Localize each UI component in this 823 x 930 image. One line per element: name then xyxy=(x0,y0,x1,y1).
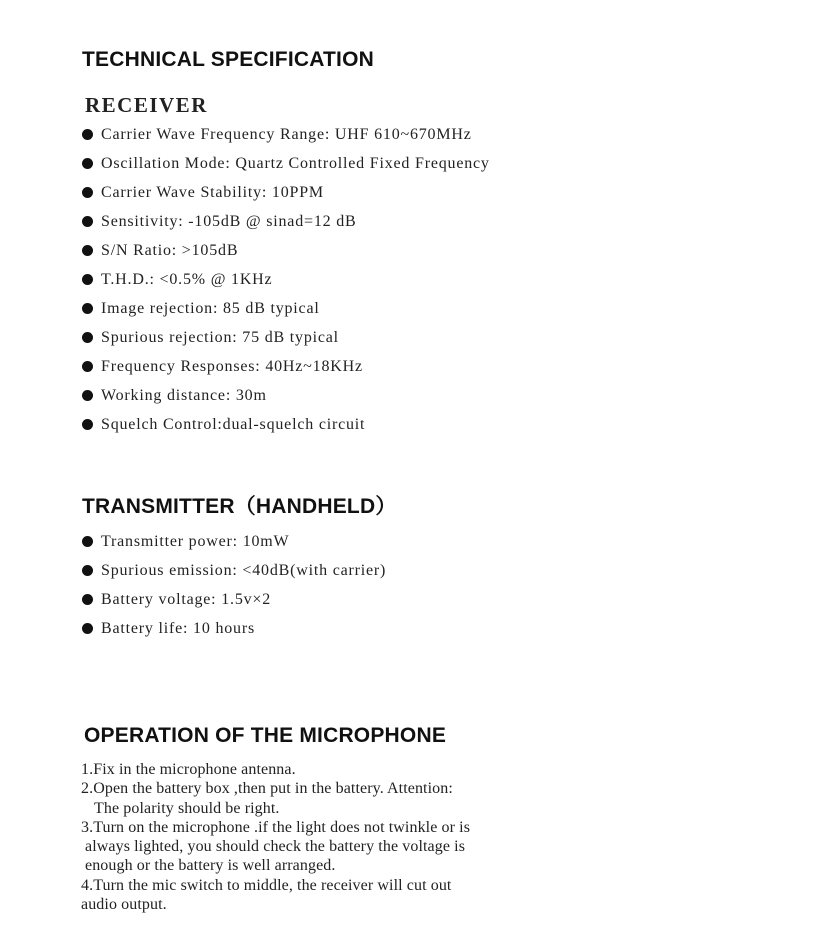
bullet-icon xyxy=(82,303,93,314)
operation-step-line: 3.Turn on the microphone .if the light does not twinkle or is xyxy=(81,818,471,836)
receiver-spec-text: Sensitivity: -105dB @ sinad=12 dB xyxy=(101,212,357,230)
receiver-spec-item xyxy=(82,265,490,294)
receiver-spec-text: Carrier Wave Frequency Range: UHF 610~670MHz xyxy=(101,125,472,143)
transmitter-spec-text: Spurious emission: <40dB(with carrier) xyxy=(101,561,387,579)
transmitter-heading: TRANSMITTER（HANDHELD） xyxy=(82,495,397,518)
operation-step-line: 2.Open the battery box ,then put in the battery. Attention: xyxy=(81,780,453,798)
receiver-spec-item xyxy=(82,410,490,439)
operation-step-line: enough or the battery is well arranged. xyxy=(85,857,336,875)
bullet-icon xyxy=(82,187,93,198)
receiver-spec-text: Oscillation Mode: Quartz Controlled Fixed Frequency xyxy=(101,154,490,172)
receiver-spec-item xyxy=(82,149,490,178)
bullet-icon xyxy=(82,565,93,576)
transmitter-spec-text: Transmitter power: 10mW xyxy=(101,532,290,550)
receiver-spec-list xyxy=(82,120,490,439)
bullet-icon xyxy=(82,419,93,430)
operation-step-line: always lighted, you should check the battery the voltage is xyxy=(85,838,466,856)
receiver-spec-item xyxy=(82,178,490,207)
receiver-heading: RECEIVER xyxy=(85,93,208,117)
transmitter-spec-item xyxy=(82,614,386,643)
bullet-icon xyxy=(82,274,93,285)
receiver-spec-text: Frequency Responses: 40Hz~18KHz xyxy=(101,357,363,375)
receiver-spec-item xyxy=(82,352,490,381)
bullet-icon xyxy=(82,594,93,605)
transmitter-spec-list xyxy=(82,527,386,643)
operation-heading: OPERATION OF THE MICROPHONE xyxy=(84,724,447,747)
receiver-spec-item xyxy=(82,294,490,323)
receiver-spec-text: T.H.D.: <0.5% @ 1KHz xyxy=(101,270,273,288)
bullet-icon xyxy=(82,129,93,140)
receiver-spec-text: Image rejection: 85 dB typical xyxy=(101,299,320,317)
receiver-spec-item xyxy=(82,323,490,352)
operation-step-line: 1.Fix in the microphone antenna. xyxy=(81,761,296,778)
receiver-spec-text: Carrier Wave Stability: 10PPM xyxy=(101,183,324,201)
receiver-spec-text: S/N Ratio: >105dB xyxy=(101,241,239,259)
transmitter-spec-text: Battery life: 10 hours xyxy=(101,619,256,637)
bullet-icon xyxy=(82,361,93,372)
operation-step-line: audio output. xyxy=(81,896,167,914)
operation-step-line: 4.Turn the mic switch to middle, the receiver will cut out xyxy=(81,876,452,894)
bullet-icon xyxy=(82,536,93,547)
receiver-spec-text: Working distance: 30m xyxy=(101,386,267,404)
bullet-icon xyxy=(82,390,93,401)
receiver-spec-item xyxy=(82,207,490,236)
operation-instructions xyxy=(81,760,470,914)
bullet-icon xyxy=(82,623,93,634)
transmitter-spec-item xyxy=(82,585,386,614)
receiver-spec-item xyxy=(82,236,490,265)
receiver-spec-text: Squelch Control:dual-squelch circuit xyxy=(101,415,366,433)
bullet-icon xyxy=(82,158,93,169)
transmitter-spec-item xyxy=(82,527,386,556)
receiver-spec-item xyxy=(82,381,490,410)
transmitter-spec-item xyxy=(82,556,386,585)
receiver-spec-item xyxy=(82,120,490,149)
operation-step-line: The polarity should be right. xyxy=(94,799,280,817)
transmitter-spec-text: Battery voltage: 1.5v×2 xyxy=(101,590,272,608)
receiver-spec-text: Spurious rejection: 75 dB typical xyxy=(101,328,339,346)
bullet-icon xyxy=(82,245,93,256)
technical-specification-heading: TECHNICAL SPECIFICATION xyxy=(82,48,374,71)
bullet-icon xyxy=(82,216,93,227)
bullet-icon xyxy=(82,332,93,343)
